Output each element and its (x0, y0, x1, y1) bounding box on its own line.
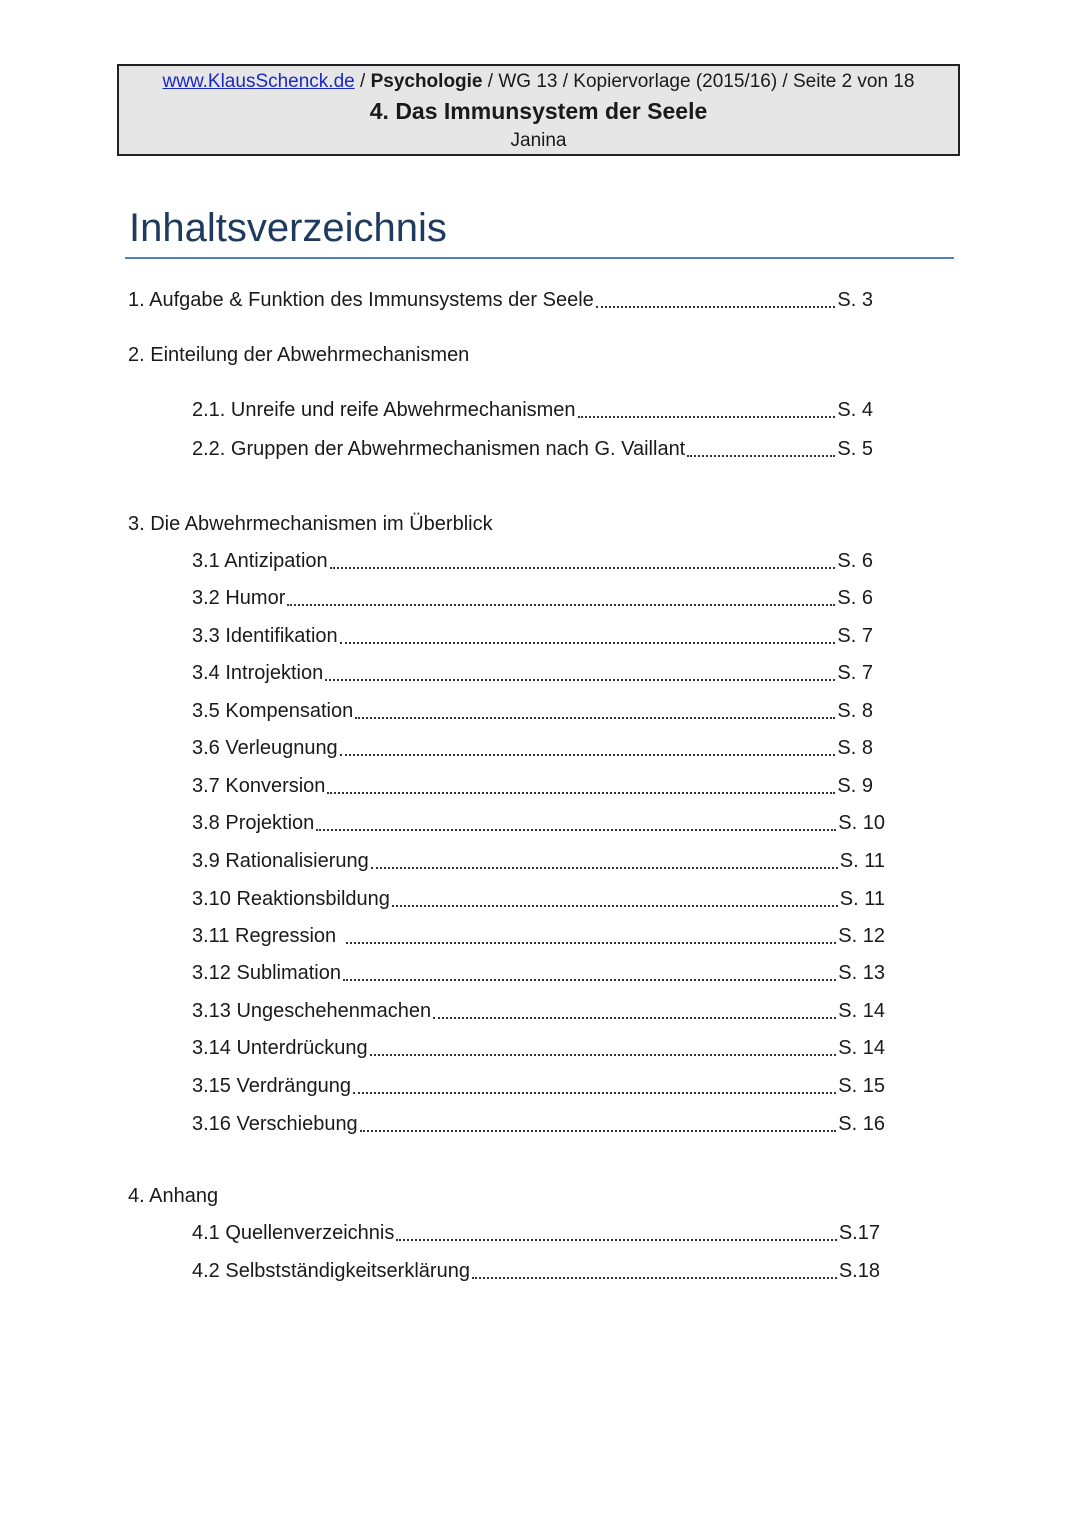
toc-entry-label: 4.2 Selbstständigkeitserklärung (192, 1260, 470, 1282)
toc-entry-page: S. 8 (837, 700, 873, 722)
toc-entry-page: S. 7 (837, 662, 873, 684)
document-title: 4. Das Immunsystem der Seele (369, 98, 708, 124)
toc-entry-3-9[interactable] (192, 849, 885, 873)
toc-entry-3-11[interactable] (192, 924, 885, 948)
toc-entry-page: S. 12 (838, 925, 885, 947)
toc-entry-page: S. 11 (839, 850, 885, 872)
toc-leader-dots (330, 567, 836, 569)
toc-leader-dots (346, 942, 836, 944)
toc-entry-label: 3.12 Sublimation (192, 962, 341, 984)
header-meta-rest: / WG 13 / Kopiervorlage (2015/16) / Seite 2 von 18 (482, 71, 915, 92)
toc-entry-label: 3.9 Rationalisierung (192, 850, 369, 872)
toc-entry-page: S. 15 (838, 1075, 885, 1097)
toc-entry-page: S.17 (838, 1222, 880, 1244)
toc-entry-label: 3.5 Kompensation (192, 700, 354, 722)
toc-entry-3-1[interactable] (192, 549, 873, 573)
toc-entry-page: S. 11 (839, 888, 885, 910)
toc-leader-dots (472, 1277, 837, 1279)
document-author: Janina (510, 130, 567, 151)
toc-entry-page: S. 4 (837, 399, 873, 421)
toc-entry-3-16[interactable] (192, 1112, 885, 1136)
toc-leader-dots (596, 306, 836, 308)
toc-entry-page: S. 5 (837, 438, 873, 460)
toc-entry-page: S. 7 (837, 625, 873, 647)
toc-leader-dots (396, 1239, 837, 1241)
toc-entry-label: 3.13 Ungeschehenmachen (192, 1000, 432, 1022)
toc-entry-4-2[interactable] (192, 1259, 880, 1283)
toc-entry-page: S. 9 (837, 775, 873, 797)
toc-entry-page: S. 3 (837, 289, 873, 311)
toc-entry-label: 3.16 Verschiebung (192, 1113, 358, 1135)
toc-entry-3-10[interactable] (192, 887, 885, 911)
header-subject: Psychologie (370, 71, 483, 92)
toc-entry-3-8[interactable] (192, 811, 885, 835)
toc-entry-label: 1. Aufgabe & Funktion des Immunsystems der Seele (128, 289, 594, 311)
toc-heading: Inhaltsverzeichnis (129, 206, 447, 250)
toc-entry-page: S. 13 (838, 962, 885, 984)
toc-entry-3-14[interactable] (192, 1036, 885, 1060)
toc-entry-3-13[interactable] (192, 999, 885, 1023)
toc-leader-dots (355, 717, 835, 719)
toc-entry-3-4[interactable] (192, 661, 873, 685)
toc-entry-label: 3.7 Konversion (192, 775, 326, 797)
toc-leader-dots (578, 416, 836, 418)
toc-leader-dots (370, 1054, 837, 1056)
toc-entry-3-6[interactable] (192, 736, 873, 760)
toc-entry-4-1[interactable] (192, 1221, 880, 1245)
toc-leader-dots (687, 455, 835, 457)
toc-leader-dots (360, 1130, 837, 1132)
toc-entry-label: 3.4 Introjektion (192, 662, 324, 684)
toc-entry-3-7[interactable] (192, 774, 873, 798)
toc-leader-dots (340, 642, 836, 644)
toc-entry-label: 3.11 Regression (192, 925, 337, 947)
toc-entry-page: S. 14 (838, 1000, 885, 1022)
toc-entry-label: 4.1 Quellenverzeichnis (192, 1222, 395, 1244)
toc-entry-label: 3.2 Humor (192, 587, 286, 609)
toc-leader-dots (433, 1017, 836, 1019)
toc-entry-3-15[interactable] (192, 1074, 885, 1098)
toc-entry-label: 3.6 Verleugnung (192, 737, 338, 759)
toc-section-2[interactable]: 2. Einteilung der Abwehrmechanismen (128, 344, 470, 366)
toc-leader-dots (392, 905, 838, 907)
toc-entry-page: S. 10 (838, 812, 885, 834)
toc-entry-label: 3.3 Identifikation (192, 625, 338, 647)
toc-entry-label: 3.15 Verdrängung (192, 1075, 352, 1097)
toc-entry-label: 2.2. Gruppen der Abwehrmechanismen nach G. Vaillant (192, 438, 686, 460)
toc-entry-label: 3.14 Unterdrückung (192, 1037, 368, 1059)
toc-section-4[interactable]: 4. Anhang (128, 1185, 219, 1207)
toc-entry-page: S. 8 (837, 737, 873, 759)
toc-leader-dots (327, 792, 835, 794)
page-header (117, 64, 960, 156)
toc-leader-dots (287, 604, 835, 606)
site-link[interactable]: www.KlausSchenck.de (162, 71, 355, 92)
toc-leader-dots (340, 754, 836, 756)
toc-entry-label: 3.8 Projektion (192, 812, 315, 834)
toc-leader-dots (316, 829, 836, 831)
toc-entry-page: S. 16 (838, 1113, 885, 1135)
header-separator: / (354, 71, 371, 92)
toc-section-3[interactable]: 3. Die Abwehrmechanismen im Überblick (128, 513, 493, 535)
toc-leader-dots (325, 679, 835, 681)
toc-entry-page: S.18 (838, 1260, 880, 1282)
toc-entry-3-5[interactable] (192, 699, 873, 723)
toc-leader-dots (371, 867, 838, 869)
toc-heading-rule (125, 257, 954, 259)
toc-entry-page: S. 14 (838, 1037, 885, 1059)
toc-entry-2-1[interactable] (192, 398, 873, 422)
toc-entry-label: 3.1 Antizipation (192, 550, 328, 572)
toc-leader-dots (353, 1092, 836, 1094)
toc-entry-page: S. 6 (837, 550, 873, 572)
toc-entry-page: S. 6 (837, 587, 873, 609)
toc-entry-label: 2.1. Unreife und reife Abwehrmechanismen (192, 399, 576, 421)
toc-entry-2-2[interactable] (192, 437, 873, 461)
header-meta-line (119, 70, 958, 94)
toc-entry-label: 3.10 Reaktionsbildung (192, 888, 390, 910)
toc-leader-dots (343, 979, 836, 981)
toc-entry-3-2[interactable] (192, 586, 873, 610)
toc-entry-1[interactable] (128, 288, 873, 312)
toc-entry-3-12[interactable] (192, 961, 885, 985)
toc-entry-3-3[interactable] (192, 624, 873, 648)
